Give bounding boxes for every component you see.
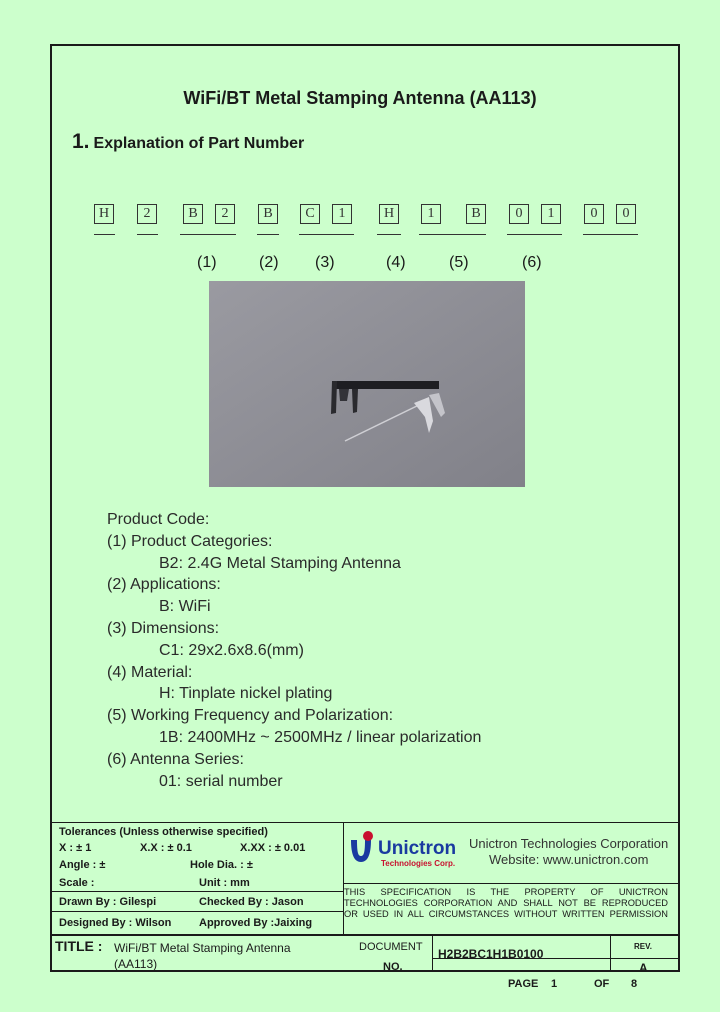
applications-label: (2) Applications: bbox=[107, 576, 221, 594]
part-char-box: 2 bbox=[137, 204, 157, 224]
group-underline bbox=[257, 234, 279, 235]
part-label-3: (3) bbox=[315, 254, 335, 271]
tb-rule bbox=[51, 934, 679, 936]
part-char-box: B bbox=[183, 204, 203, 224]
unictron-logo-icon bbox=[346, 828, 376, 868]
part-char-box: H bbox=[94, 204, 114, 224]
part-label-2: (2) bbox=[259, 254, 279, 271]
notice-line-3: OR USED IN ALL CIRCUMSTANCES WITHOUT WRITTEN PERMISSION bbox=[344, 909, 668, 919]
section-title: Explanation of Part Number bbox=[93, 135, 305, 152]
notice-line-1: THIS SPECIFICATION IS THE PROPERTY OF UNICTRON bbox=[344, 887, 668, 897]
group-underline bbox=[419, 234, 486, 235]
page-number: 1 bbox=[551, 978, 558, 990]
product-code-heading: Product Code: bbox=[107, 511, 210, 528]
tb-divider bbox=[610, 934, 611, 972]
part-char-box: 1 bbox=[421, 204, 441, 224]
group-underline bbox=[507, 234, 562, 235]
unit-field: Unit : mm bbox=[199, 877, 250, 889]
frequency-value: 1B: 2400MHz ~ 2500MHz / linear polarization bbox=[159, 728, 482, 746]
material-value: H: Tinplate nickel plating bbox=[159, 685, 333, 703]
approved-by: Approved By :Jaixing bbox=[199, 917, 313, 929]
part-char-box: B bbox=[258, 204, 278, 224]
page-total: 8 bbox=[631, 978, 638, 990]
group-underline bbox=[377, 234, 401, 235]
logo-brand: Unictron bbox=[378, 838, 457, 859]
dimensions-value: C1: 29x2.6x8.6(mm) bbox=[159, 641, 304, 659]
of-label: OF bbox=[594, 978, 610, 990]
group-underline bbox=[583, 234, 638, 235]
series-value: 01: serial number bbox=[159, 772, 283, 790]
group-underline bbox=[94, 234, 115, 235]
group-underline bbox=[180, 234, 236, 235]
part-char-box: H bbox=[379, 204, 399, 224]
antenna-photo bbox=[209, 281, 525, 487]
tolerances-heading: Tolerances (Unless otherwise specified) bbox=[59, 826, 268, 838]
part-label-6: (6) bbox=[522, 254, 542, 271]
tb-top-rule bbox=[51, 822, 679, 823]
dimensions-label: (3) Dimensions: bbox=[107, 619, 220, 637]
categories-label: (1) Product Categories: bbox=[107, 532, 273, 550]
product-code-description bbox=[107, 509, 481, 792]
title-line-1: WiFi/BT Metal Stamping Antenna bbox=[114, 941, 291, 955]
drawn-by: Drawn By : Gilespi bbox=[59, 896, 157, 908]
document-label: DOCUMENT bbox=[359, 941, 423, 953]
rev-label: REV. bbox=[634, 942, 652, 951]
applications-value: B: WiFi bbox=[159, 598, 211, 616]
part-char-box: 1 bbox=[332, 204, 352, 224]
part-char-box: 2 bbox=[215, 204, 235, 224]
xxx-tolerance: X.XX : ± 0.01 bbox=[240, 842, 306, 854]
notice-line-2: TECHNOLOGIES CORPORATION AND SHALL NOT BE REPRODUCED bbox=[344, 898, 668, 908]
tb-rule bbox=[51, 891, 343, 892]
title-label: TITLE : bbox=[55, 938, 103, 954]
x-tolerance: X : ± 1 bbox=[59, 842, 92, 854]
part-char-box: B bbox=[466, 204, 486, 224]
group-underline bbox=[299, 234, 354, 235]
part-char-box: 0 bbox=[584, 204, 604, 224]
title-line-2: (AA113) bbox=[114, 957, 158, 971]
categories-value: B2: 2.4G Metal Stamping Antenna bbox=[159, 554, 401, 572]
part-label-5: (5) bbox=[449, 254, 469, 271]
part-label-1: (1) bbox=[197, 254, 217, 271]
section-number: 1. bbox=[72, 130, 90, 153]
company-name: Unictron Technologies Corporation bbox=[469, 836, 669, 851]
designed-by: Designed By : Wilson bbox=[59, 917, 172, 929]
part-char-box: 0 bbox=[509, 204, 529, 224]
page-label: PAGE bbox=[508, 978, 539, 990]
material-label: (4) Material: bbox=[107, 663, 193, 681]
frequency-label: (5) Working Frequency and Polarization: bbox=[107, 707, 394, 725]
scale-field: Scale : bbox=[59, 877, 95, 889]
document-number: H2B2BC1H1B0100 bbox=[438, 947, 544, 961]
tb-rule bbox=[343, 883, 679, 884]
rev-value: A bbox=[639, 961, 648, 975]
checked-by: Checked By : Jason bbox=[199, 896, 304, 908]
group-underline bbox=[137, 234, 158, 235]
angle-tolerance: Angle : ± bbox=[59, 859, 106, 871]
antenna-illustration bbox=[209, 281, 525, 487]
part-char-box: 1 bbox=[541, 204, 561, 224]
series-label: (6) Antenna Series: bbox=[107, 750, 244, 768]
section-heading bbox=[72, 130, 304, 154]
logo-subtitle: Technologies Corp. bbox=[381, 859, 456, 868]
document-title: WiFi/BT Metal Stamping Antenna (AA113) bbox=[183, 88, 537, 108]
tb-divider bbox=[432, 934, 433, 972]
company-website: Website: www.unictron.com bbox=[489, 852, 649, 867]
document-no-label: NO. bbox=[383, 961, 403, 973]
part-char-box: 0 bbox=[616, 204, 636, 224]
xx-tolerance: X.X : ± 0.1 bbox=[140, 842, 192, 854]
part-char-box: C bbox=[300, 204, 320, 224]
part-label-4: (4) bbox=[386, 254, 406, 271]
tb-rule bbox=[51, 911, 343, 912]
hole-tolerance: Hole Dia. : ± bbox=[190, 859, 253, 871]
